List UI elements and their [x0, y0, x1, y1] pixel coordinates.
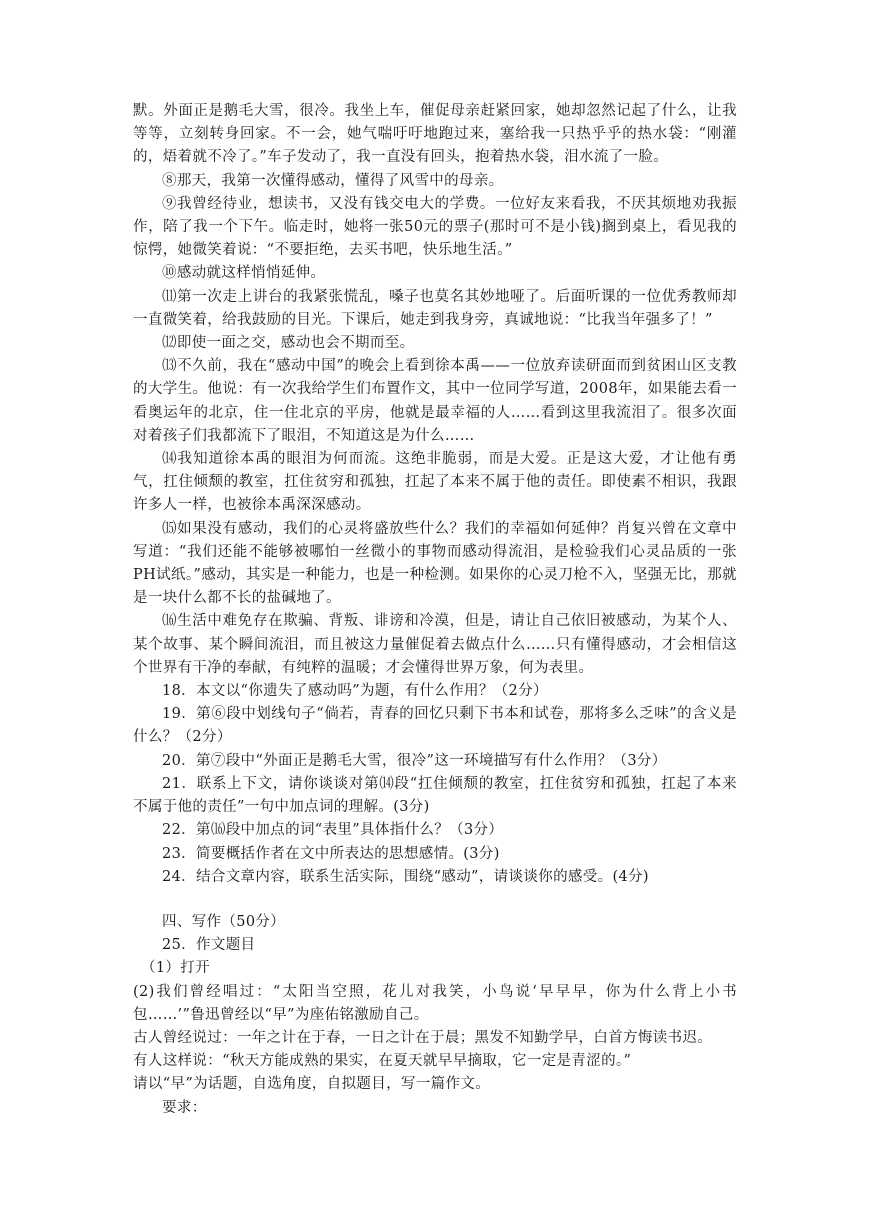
writing-requirements: 要求：	[162, 1099, 207, 1116]
document-body	[133, 100, 737, 1120]
writing-option-2: (2)我们曾经唱过：“太阳当空照，花儿对我笑，小鸟说‘早早早，你为什么背上小书包……’”鲁迅曾经以“早”为座佑铭激励自己。	[133, 983, 737, 1023]
question-18: 18．本文以“你遗失了感动吗”为题，有什么作用？（2分）	[162, 683, 548, 700]
question-20: 20．第⑦段中“外面正是鹅毛大雪，很冷”这一环境描写有什么作用？（3分）	[162, 752, 667, 769]
paragraph-16: ⒃生活中难免存在欺骗、背叛、诽谤和冷漠，但是，请让自己依旧被感动，为某个人、某个故事、某个瞬间流泪，而且被这力量催促着去做点什么……只有懂得感动，才会相信这个世界有干净的奉献，有纯粹的温暖；才会懂得世界万象，何为表里。	[133, 613, 737, 676]
paragraph-12: ⑿即使一面之交，感动也会不期而至。	[162, 335, 415, 352]
writing-option-1: （1）打开	[141, 960, 210, 977]
paragraph-11: ⑾第一次走上讲台的我紧张慌乱，嗓子也莫名其妙地哑了。后面听课的一位优秀教师却一直微笑着，给我鼓励的目光。下课后，她走到我身旁，真诚地说：“比我当年强多了！”	[133, 288, 737, 328]
paragraph-10: ⑩感动就这样悄悄延伸。	[162, 265, 326, 282]
paragraph-13: ⒀不久前，我在“感动中国”的晚会上看到徐本禹——一位放弃读研面而到贫困山区支教的大学生。他说：有一次我给学生们布置作文，其中一位同学写道，2008年，如果能去看一看奥运年的北京，住一住北京的平房，他就是最幸福的人……看到这里我流泪了。很多次面对着孩子们我都流下了眼泪，不知道这是为什么……	[133, 358, 737, 444]
writing-someone-saying: 有人这样说：“秋天方能成熟的果实，在夏天就早早摘取，它一定是青涩的。”	[133, 1053, 632, 1070]
question-23: 23．简要概括作者在文中所表达的思想感情。(3分)	[162, 845, 500, 862]
section-spacer	[133, 889, 737, 911]
paragraph-8: ⑧那天，我第一次懂得感动，懂得了风雪中的母亲。	[162, 172, 504, 189]
writing-ancient-saying: 古人曾经说过：一年之计在于春，一日之计在于晨；黑发不知勤学早，白首方悔读书迟。	[133, 1029, 713, 1046]
writing-item-25: 25．作文题目	[162, 937, 256, 954]
question-24: 24．结合文章内容，联系生活实际，围绕“感动”，请谈谈你的感受。(4分)	[162, 868, 649, 885]
writing-section-heading: 四、写作（50分）	[162, 913, 286, 930]
paragraph-15: ⒂如果没有感动，我们的心灵将盛放些什么？我们的幸福如何延伸？肖复兴曾在文章中写道：“我们还能不能够被哪怕一丝微小的事物而感动得流泪，是检验我们心灵品质的一张PH试纸。”感动，其实是一种能力，也是一种检测。如果你的心灵刀枪不入，坚强无比，那就是一块什么都不长的盐碱地了。	[133, 520, 737, 607]
question-22: 22．第⒃段中加点的词“表里”具体指什么？（3分）	[162, 822, 504, 839]
writing-instruction: 请以“早”为话题，自选角度，自拟题目，写一篇作文。	[133, 1076, 491, 1093]
question-19: 19．第⑥段中划线句子“倘若，青春的回忆只剩下书本和试卷，那将多么乏味”的含义是什么？（2分）	[133, 706, 737, 746]
paragraph-14: ⒁我知道徐本禹的眼泪为何而流。这绝非脆弱，而是大爱。正是这大爱，才让他有勇气，扛住倾颓的教室，扛住贫穷和孤独，扛起了本来不属于他的责任。即使素不相识，我跟许多人一样，也被徐本禹深深感动。	[133, 451, 737, 514]
paragraph-7-continued: 默。外面正是鹅毛大雪，很冷。我坐上车，催促母亲赶紧回家，她却忽然记起了什么，让我等等，立刻转身回家。不一会，她气喘吁吁地跑过来，塞给我一只热乎乎的热水袋：“刚灌的，焐着就不冷了。”车子发动了，我一直没有回头，抱着热水袋，泪水流了一脸。	[133, 103, 737, 166]
paragraph-9: ⑨我曾经待业，想读书，又没有钱交电大的学费。一位好友来看我，不厌其烦地劝我振作，陪了我一个下午。临走时，她将一张50元的票子(那时可不是小钱)搁到桌上，看见我的惊愕，她微笑着说：“不要拒绝，去买书吧，快乐地生活。”	[133, 195, 737, 259]
question-21: 21．联系上下文，请你谈谈对第⒁段“扛住倾颓的教室，扛住贫穷和孤独，扛起了本来不属于他的责任”一句中加点词的理解。(3分)	[133, 775, 737, 816]
